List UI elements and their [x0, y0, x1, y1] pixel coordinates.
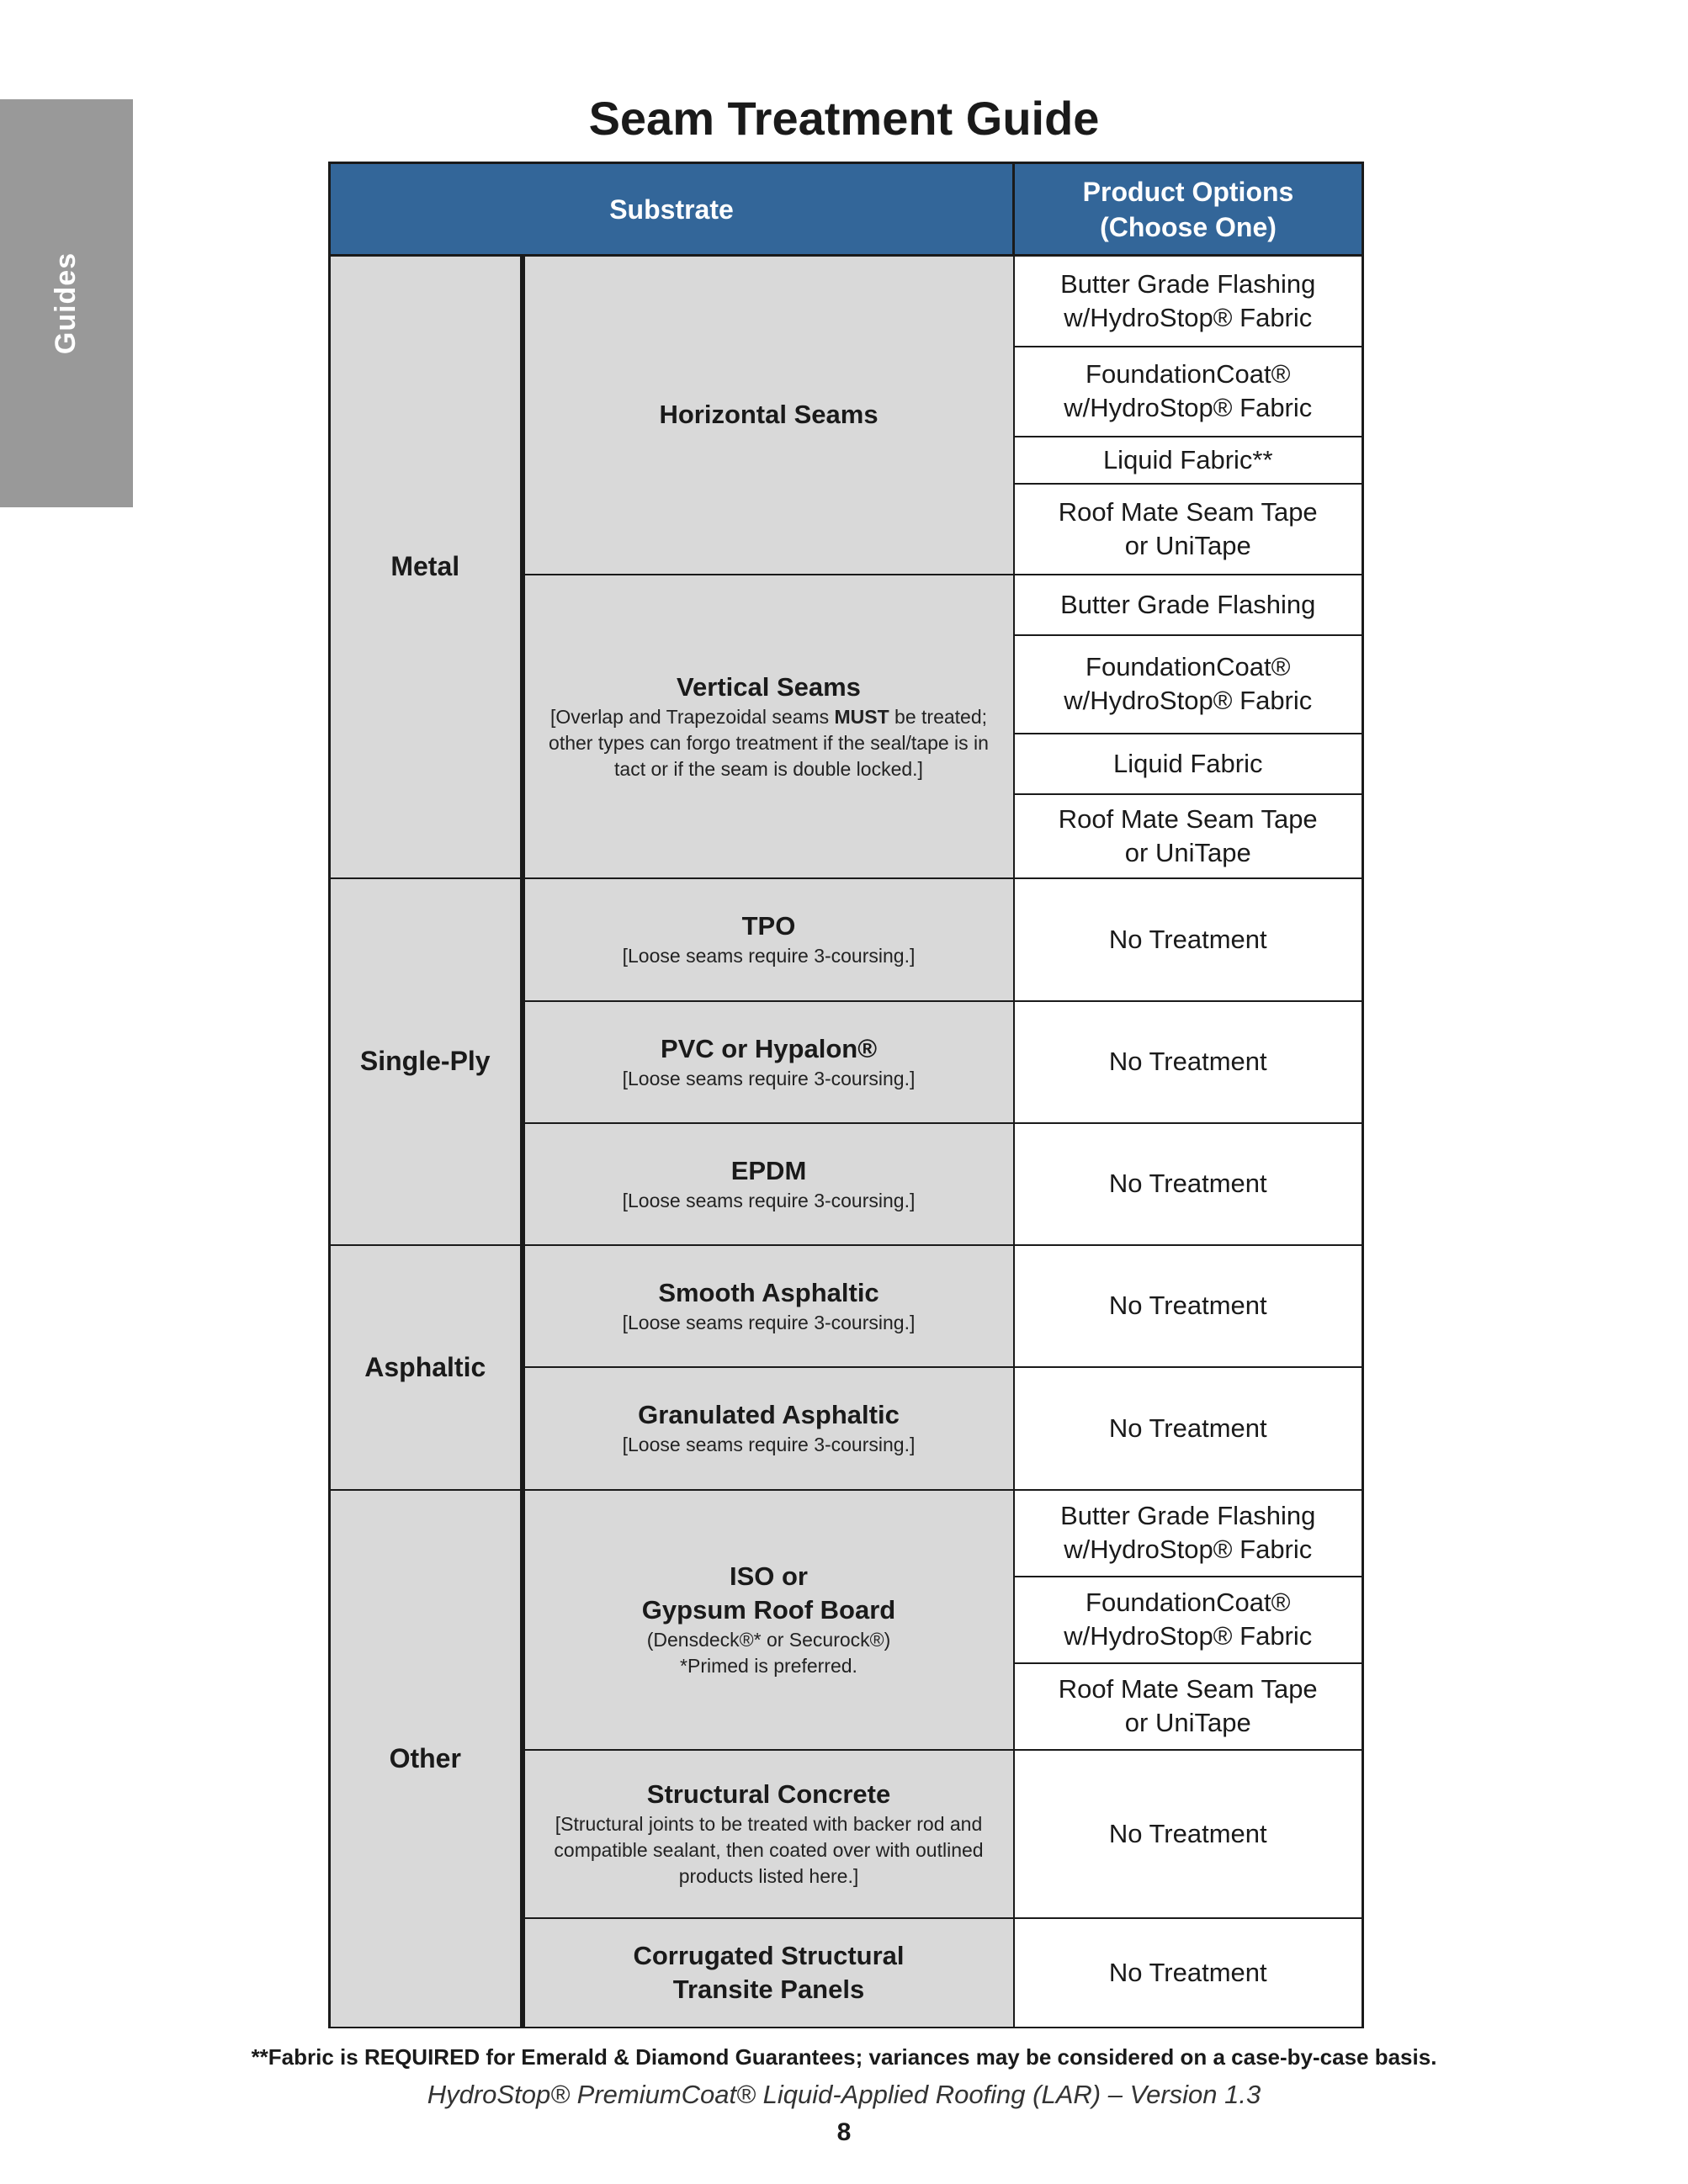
- header-substrate: Substrate: [330, 163, 1014, 256]
- header-product-options: Product Options (Choose One): [1014, 163, 1363, 256]
- page-title: Seam Treatment Guide: [588, 92, 1100, 145]
- product-option: Roof Mate Seam Tape or UniTape: [1014, 484, 1363, 575]
- product-option: Liquid Fabric: [1014, 734, 1363, 794]
- category-other: Other: [330, 1490, 523, 2028]
- product-option: FoundationCoat® w/HydroStop® Fabric: [1014, 1577, 1363, 1663]
- table-row: [330, 1490, 1363, 1577]
- side-tab-label: Guides: [50, 252, 82, 355]
- document-footer: HydroStop® PremiumCoat® Liquid-Applied Roofing (LAR) – Version 1.3: [427, 2080, 1261, 2109]
- product-option: FoundationCoat® w/HydroStop® Fabric: [1014, 635, 1363, 734]
- product-option: Liquid Fabric**: [1014, 437, 1363, 484]
- table-row: [330, 878, 1363, 1001]
- product-option: Butter Grade Flashing: [1014, 575, 1363, 635]
- fabric-footnote: **Fabric is REQUIRED for Emerald & Diamond Guarantees; variances may be considered on a case-by-case basis.: [251, 2044, 1437, 2070]
- substrate-tpo: TPO [Loose seams require 3-coursing.]: [523, 878, 1014, 1001]
- substrate-smooth-asphaltic: Smooth Asphaltic [Loose seams require 3-coursing.]: [523, 1245, 1014, 1367]
- substrate-epdm: EPDM [Loose seams require 3-coursing.]: [523, 1123, 1014, 1245]
- category-asphaltic: Asphaltic: [330, 1245, 523, 1490]
- table-header-row: [330, 163, 1363, 256]
- substrate-pvc-hypalon: PVC or Hypalon® [Loose seams require 3-coursing.]: [523, 1001, 1014, 1123]
- side-tab-guides[interactable]: [0, 99, 133, 507]
- category-metal: Metal: [330, 256, 523, 878]
- product-option: No Treatment: [1014, 1918, 1363, 2028]
- substrate-horizontal-seams: Horizontal Seams: [523, 256, 1014, 575]
- table-row: [330, 1245, 1363, 1367]
- product-option: No Treatment: [1014, 878, 1363, 1001]
- product-option: Roof Mate Seam Tape or UniTape: [1014, 794, 1363, 878]
- substrate-vertical-seams: Vertical Seams [Overlap and Trapezoidal seams MUST be treated; other types can forgo treatment if the seal/tape is in tact or if the seam is double locked.]: [523, 575, 1014, 878]
- substrate-iso-gypsum: ISO or Gypsum Roof Board (Densdeck®* or Securock®) *Primed is preferred.: [523, 1490, 1014, 1750]
- product-option: Butter Grade Flashing w/HydroStop® Fabric: [1014, 256, 1363, 347]
- product-option: No Treatment: [1014, 1001, 1363, 1123]
- product-option: No Treatment: [1014, 1123, 1363, 1245]
- substrate-structural-concrete: Structural Concrete [Structural joints to be treated with backer rod and compatible sealant, then coated over with outlined products listed here.]: [523, 1750, 1014, 1918]
- product-option: FoundationCoat® w/HydroStop® Fabric: [1014, 347, 1363, 437]
- category-single-ply: Single-Ply: [330, 878, 523, 1245]
- substrate-granulated-asphaltic: Granulated Asphaltic [Loose seams require 3-coursing.]: [523, 1367, 1014, 1490]
- substrate-transite-panels: Corrugated Structural Transite Panels: [523, 1918, 1014, 2028]
- page-number: 8: [836, 2118, 852, 2146]
- product-option: Butter Grade Flashing w/HydroStop® Fabric: [1014, 1490, 1363, 1577]
- product-option: No Treatment: [1014, 1367, 1363, 1490]
- product-option: No Treatment: [1014, 1750, 1363, 1918]
- seam-treatment-table: [328, 162, 1364, 2028]
- product-option: Roof Mate Seam Tape or UniTape: [1014, 1663, 1363, 1750]
- product-option: No Treatment: [1014, 1245, 1363, 1367]
- table-row: [330, 256, 1363, 347]
